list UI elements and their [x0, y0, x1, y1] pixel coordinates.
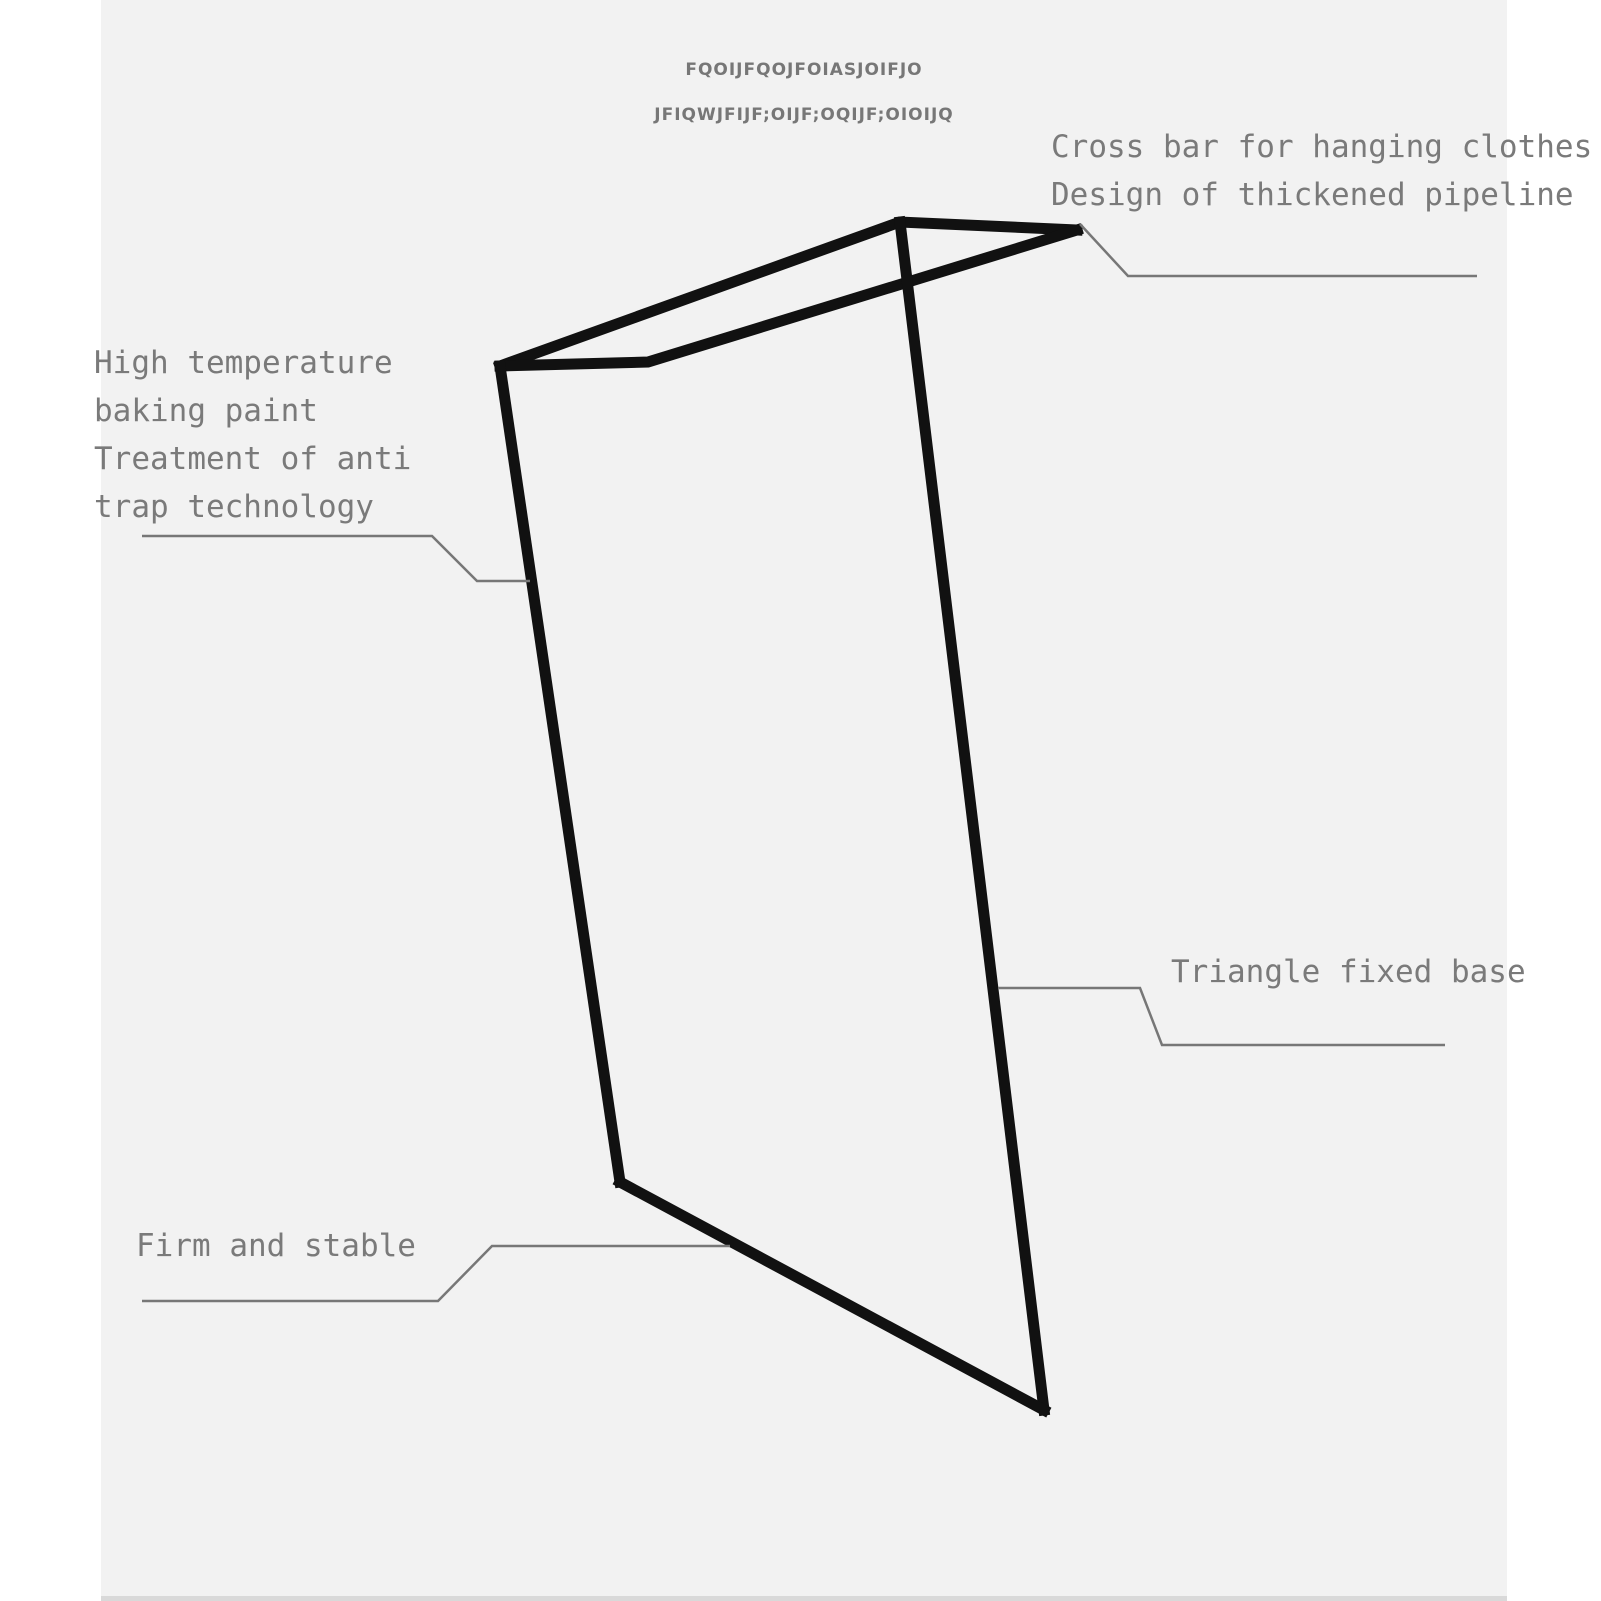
callout-cross-bar — [1051, 123, 1592, 219]
rack-top-frame — [500, 222, 1077, 366]
header-line-1: FQOIJFQOJFOIASJOIFJO — [685, 60, 923, 80]
callout-firm-stable — [136, 1222, 416, 1270]
leader-line-cross-bar — [1080, 224, 1477, 276]
header-line-2: JFIQWJFIJF;OIJF;OQIJF;OIOIJQ — [654, 105, 954, 125]
callout-triangle-base — [1171, 948, 1526, 996]
callout-firm-stable-line-1: Firm and stable — [136, 1228, 416, 1264]
callout-baking-paint-line-2: baking paint — [94, 393, 318, 429]
callout-cross-bar-line-1: Cross bar for hanging clothes — [1051, 129, 1593, 165]
callout-baking-paint-line-3: Treatment of anti — [94, 441, 412, 477]
callout-baking-paint-line-1: High temperature — [94, 345, 393, 381]
rack-cross-bar — [500, 230, 1077, 366]
callout-baking-paint-line-4: trap technology — [94, 489, 374, 525]
callout-triangle-base-line-1: Triangle fixed base — [1171, 954, 1526, 990]
rack-right-leg — [900, 222, 1044, 1410]
leader-line-triangle-base — [998, 988, 1445, 1045]
leader-line-baking-paint — [142, 536, 530, 581]
rack-base-bar — [620, 1182, 1044, 1410]
callout-baking-paint — [94, 339, 411, 531]
callout-cross-bar-line-2: Design of thickened pipeline — [1051, 177, 1574, 213]
rack-left-leg — [500, 366, 620, 1182]
bottom-divider — [101, 1596, 1507, 1601]
